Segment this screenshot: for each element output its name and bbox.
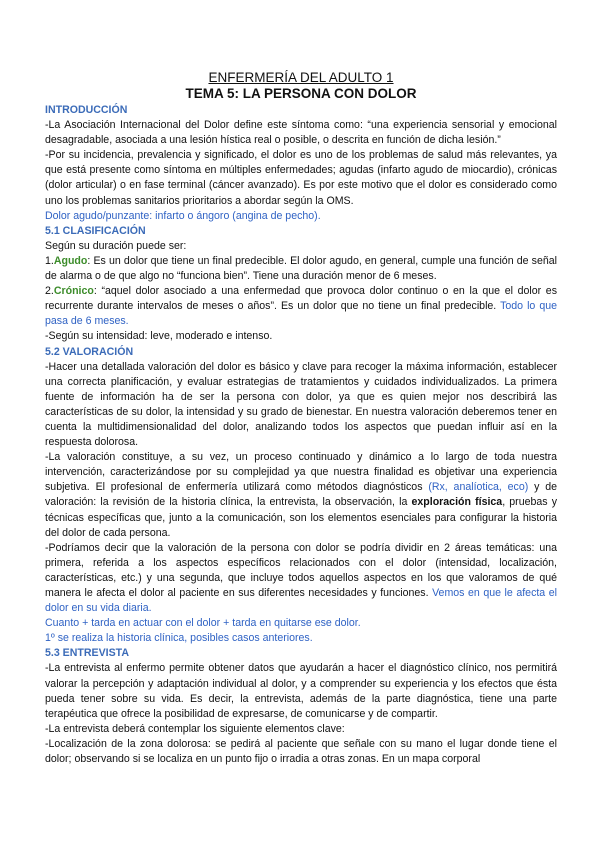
section-heading-intro: INTRODUCCIÓN: [45, 104, 128, 116]
clasificacion-item-agudo: [45, 254, 557, 284]
item-text: : Es un dolor que tiene un final predecible. El dolor agudo, en general, cumple una función de señal de alarma o de que algo no “funciona bien”. Tiene una duración menor de 6 meses.: [45, 254, 557, 283]
valoracion-paragraph-3: [45, 541, 557, 616]
intro-paragraph-1: -La Asociación Internacional del Dolor define este síntoma como: “una experiencia sensorial y emocional desagradable, asociada a una lesión hística real o posible, o descrita en función de dicha lesión.”: [45, 119, 557, 147]
entrevista-paragraph-3: -Localización de la zona dolorosa: se pedirá al paciente que señale con su mano el lugar donde tiene el dolor; observando si se localiza en un punto fijo o irradia a otras zonas. En un mapa corporal: [45, 737, 557, 766]
methods-note: (Rx, analíotica, eco): [428, 481, 529, 494]
item-number: 2.: [45, 285, 54, 298]
exploracion-fisica-term: exploración física: [411, 496, 503, 509]
valoracion-paragraph-2: [45, 450, 557, 541]
document-title: ENFERMERÍA DEL ADULTO 1: [208, 70, 394, 85]
section-heading-clasificacion: 5.1 CLASIFICACIÓN: [45, 224, 146, 237]
valoracion-note-1: Cuanto + tarda en actuar con el dolor + tarda en quitarse ese dolor.: [45, 617, 361, 630]
clasificacion-intensity: -Según su intensidad: leve, moderado e intenso.: [45, 330, 273, 343]
term-cronico: Crónico: [53, 285, 94, 298]
entrevista-paragraph-1: -La entrevista al enfermo permite obtener datos que ayudarán a hacer el diagnóstico clínico, nos permitirá valorar la percepción y adaptación individual al dolor, y a comprender su experiencia y los efectos que ésta pueda tener sobre su vida. Es decir, la entrevista, además de la parte diagnóstica, tiene una parte terapéutica que ofrece la posibilidad de expresarse, de comunicarse y de compartir.: [45, 662, 557, 720]
document-body: [45, 70, 557, 767]
item-text: : “aquel dolor asociado a una enfermedad que provoca dolor continuo o en la que el dolor es recurrente durante intervalos de meses o años”. Es un dolor que no tiene un final predecible.: [45, 285, 557, 313]
valoracion-note-2: 1º se realiza la historia clínica, posibles casos anteriores.: [45, 632, 313, 645]
section-heading-entrevista: 5.3 ENTREVISTA: [45, 647, 129, 660]
section-heading-valoracion: 5.2 VALORACIÓN: [45, 345, 134, 358]
valoracion-paragraph-1: -Hacer una detallada valoración del dolor es básico y clave para recoger la máxima información, establecer una correcta planificación, y evaluar estrategias de tratamientos y cuidados individualizados. La primera fuente de información ha de ser la persona con dolor, ya que es quien mejor nos describirá las características de su dolor, la intensidad y su grado de bienestar. En nuestra valoración deberemos tener en cuenta la multidimensionalidad del dolor, analizando todos los aspectos que puedan influir así en la respuesta dolorosa.: [45, 360, 557, 449]
term-agudo: Agudo: [53, 254, 88, 267]
intro-note: Dolor agudo/punzante: infarto o ángoro (angina de pecho).: [45, 209, 321, 222]
text-run: y de valoración: la revisión de la historia clínica, la entrevista, la observación, la: [45, 481, 557, 509]
text-run: -Podríamos decir que la valoración de la persona con dolor se podría dividir en 2 áreas temáticas: una primera, referida a los aspectos específicos relacionados con el dolor (intensidad, localización, características, etc.) y una segunda, que incluye todos aquellos aspectos en los que valoramos de qué manera le afecta el dolor al paciente en sus diferentes necesidades y funciones.: [45, 541, 557, 599]
text-run: , pruebas y técnicas específicas que, junto a la comunicación, son los elementos esenciales para configurar la historia del dolor de cada persona.: [45, 496, 558, 539]
vida-diaria-note: Vemos en que le afecta el dolor en su vida diaria.: [45, 587, 557, 615]
intro-paragraph-2: -Por su incidencia, prevalencia y significado, el dolor es uno de los problemas de salud más relevantes, ya que está presente como síntoma en múltiples enfermedades; agudas (infarto agudo de miocardio), crónicas (dolor articular) o en fase terminal (cáncer avanzado). Es por este motivo que el dolor es considerado como uno los problemas sanitarios prioritarios a abordar según la OMS.: [45, 149, 557, 207]
item-number: 1.: [45, 254, 54, 267]
clasificacion-intro: Según su duración puede ser:: [45, 239, 187, 252]
text-run: -La valoración constituye, a su vez, un proceso continuado y dinámico a lo largo de toda nuestra intervención, caracterizándose por su complejidad ya que nuestra finalidad es objetivar una experiencia subjetiva. El profesional de enfermería utilizará como métodos diagnósticos: [45, 451, 557, 494]
entrevista-paragraph-2: -La entrevista deberá contemplar los siguiente elementos clave:: [45, 722, 345, 735]
document-subtitle: TEMA 5: LA PERSONA CON DOLOR: [185, 86, 417, 101]
cronico-note: Todo lo que pasa de 6 meses.: [45, 300, 557, 328]
clasificacion-item-cronico: [45, 284, 557, 329]
